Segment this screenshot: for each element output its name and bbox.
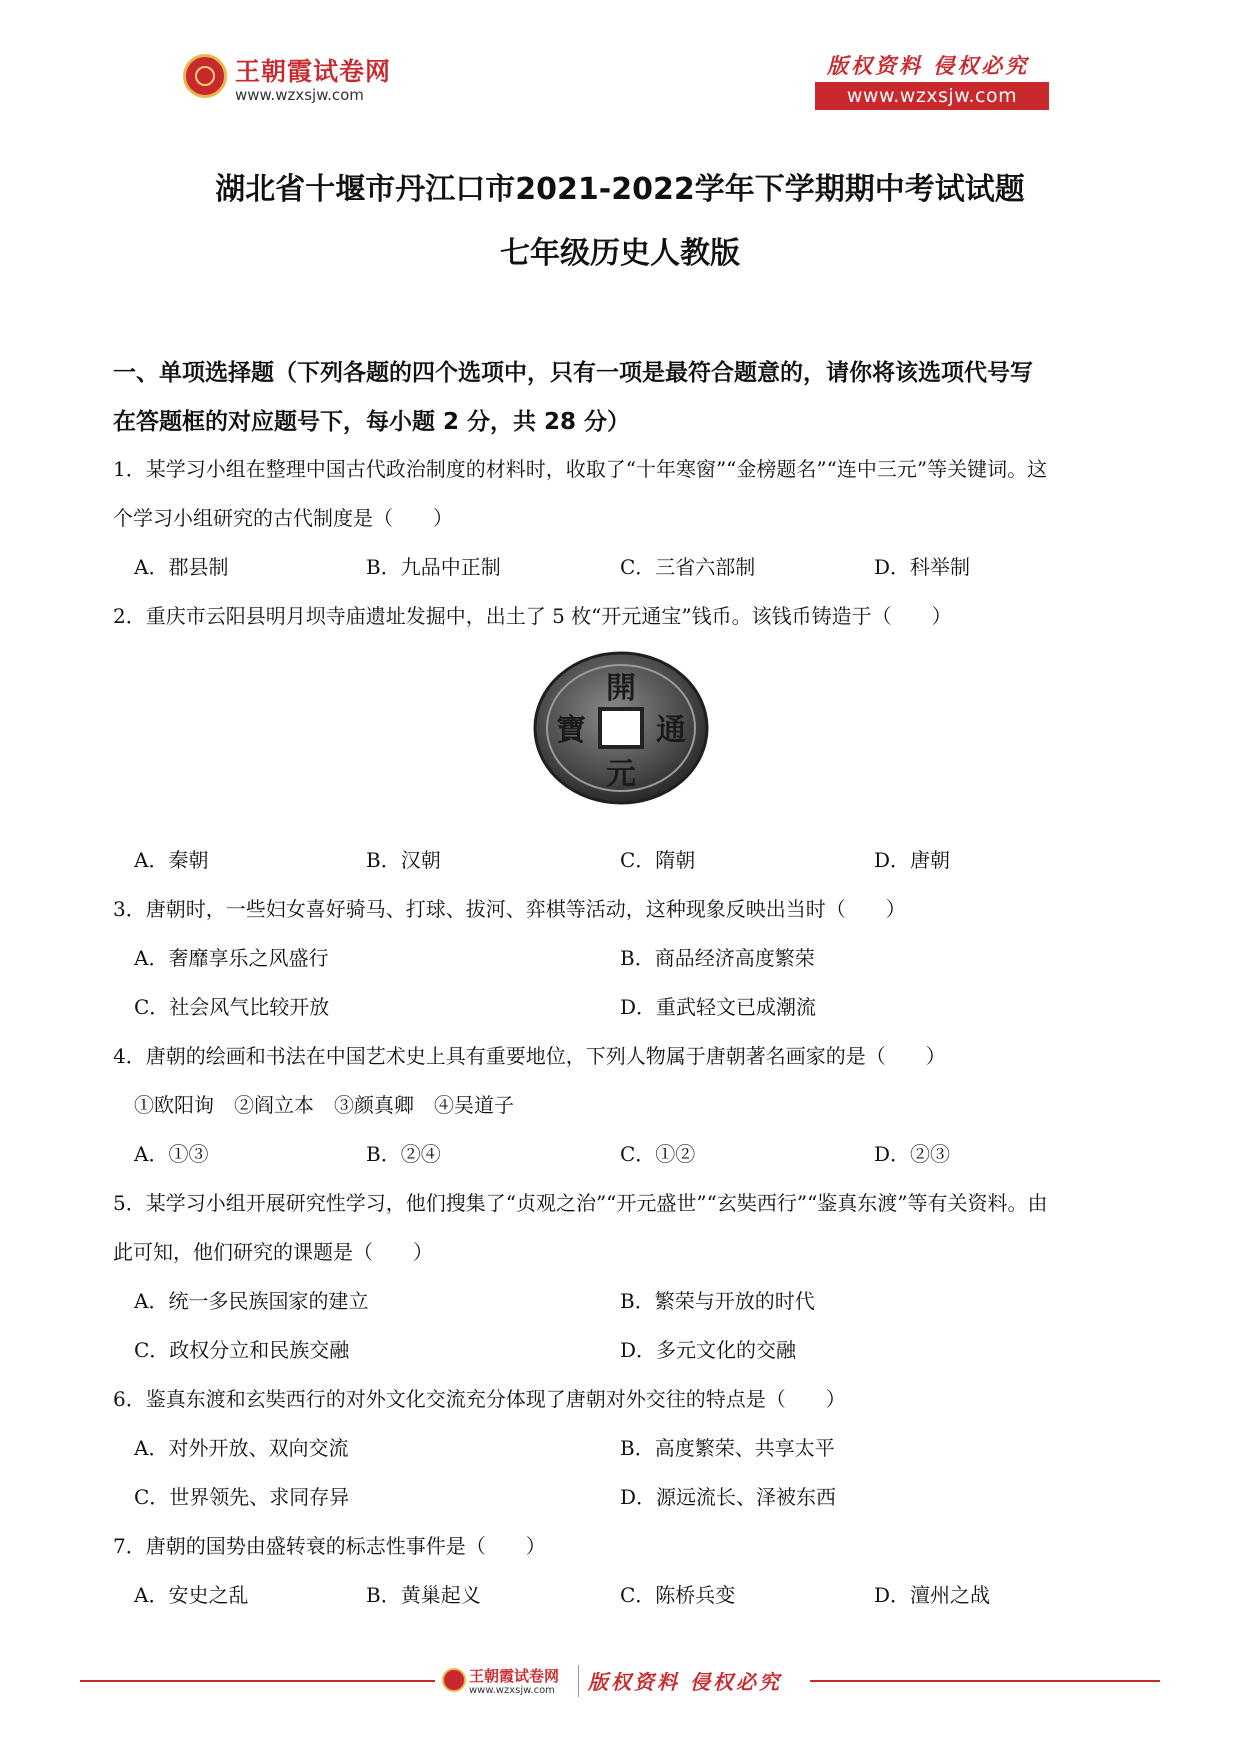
q5-option-b: B．繁荣与开放的时代 — [620, 1289, 815, 1313]
q1-option-d: D．科举制 — [874, 555, 971, 579]
logo-url: www.wzxsjw.com — [235, 86, 364, 104]
section-heading-line1: 一、单项选择题（下列各题的四个选项中，只有一项是最符合题意的，请你将该选项代号写 — [113, 360, 1033, 386]
copyright-url[interactable]: www.wzxsjw.com — [815, 82, 1049, 110]
q4-items: ①欧阳询 ②阎立本 ③颜真卿 ④吴道子 — [134, 1093, 514, 1117]
q3-option-b: B．商品经济高度繁荣 — [620, 946, 815, 970]
footer-logo-seal-icon — [442, 1668, 466, 1692]
footer-separator — [578, 1665, 579, 1697]
q5-option-d: D．多元文化的交融 — [620, 1338, 797, 1362]
q6-option-d: D．源远流长、泽被东西 — [620, 1485, 837, 1509]
q2-option-b: B．汉朝 — [366, 848, 441, 872]
q7-option-c: C．陈桥兵变 — [620, 1583, 736, 1607]
q1-option-b: B．九品中正制 — [366, 555, 501, 579]
q4-option-c: C．①② — [620, 1142, 696, 1166]
question-2-line1: 2．重庆市云阳县明月坝寺庙遗址发掘中，出土了 5 枚“开元通宝”钱币。该钱币铸造于（ ） — [113, 604, 952, 628]
logo-seal-icon — [183, 54, 227, 98]
exam-title: 湖北省十堰市丹江口市2021-2022学年下学期期中考试试题 — [215, 172, 1025, 207]
question-6-line1: 6．鉴真东渡和玄奘西行的对外文化交流充分体现了唐朝对外交往的特点是（ ） — [113, 1387, 846, 1411]
q7-option-a: A．安史之乱 — [134, 1583, 249, 1607]
header-logo[interactable] — [183, 52, 543, 112]
question-5-line2: 此可知，他们研究的课题是（ ） — [113, 1240, 433, 1264]
q3-option-d: D．重武轻文已成潮流 — [620, 995, 817, 1019]
question-5-line1: 5．某学习小组开展研究性学习，他们搜集了“贞观之治”“开元盛世”“玄奘西行”“鉴真东渡”等有关资料。由 — [113, 1191, 1048, 1215]
q1-option-c: C．三省六部制 — [620, 555, 756, 579]
q4-option-b: B．②④ — [366, 1142, 441, 1166]
header-copyright — [815, 50, 1055, 110]
exam-subtitle: 七年级历史人教版 — [500, 236, 740, 271]
logo-name: 王朝霞试卷网 — [235, 57, 392, 86]
question-1-line1: 1．某学习小组在整理中国古代政治制度的材料时，收取了“十年寒窗”“金榜题名”“连中三元”等关键词。这 — [113, 457, 1048, 481]
footer-divider-right — [810, 1680, 1160, 1682]
coin-char-top: 開 — [606, 671, 636, 706]
q7-option-d: D．澶州之战 — [874, 1583, 991, 1607]
q6-option-a: A．对外开放、双向交流 — [134, 1436, 349, 1460]
q2-option-c: C．隋朝 — [620, 848, 696, 872]
question-7-line1: 7．唐朝的国势由盛转衰的标志性事件是（ ） — [113, 1534, 546, 1558]
q6-option-c: C．世界领先、求同存异 — [134, 1485, 350, 1509]
footer-divider-left — [80, 1680, 435, 1682]
kaiyuan-tongbao-coin-image — [531, 650, 711, 805]
q2-option-a: A．秦朝 — [134, 848, 209, 872]
coin-char-bottom: 元 — [606, 757, 636, 792]
coin-char-left: 寶 — [556, 713, 586, 748]
q5-option-c: C．政权分立和民族交融 — [134, 1338, 350, 1362]
q2-option-d: D．唐朝 — [874, 848, 951, 872]
question-1-line2: 个学习小组研究的古代制度是（ ） — [113, 506, 453, 530]
question-3-line1: 3．唐朝时，一些妇女喜好骑马、打球、拔河、弈棋等活动，这种现象反映出当时（ ） — [113, 897, 906, 921]
q4-option-d: D．②③ — [874, 1142, 951, 1166]
section-heading-line2: 在答题框的对应题号下，每小题 2 分，共 28 分） — [113, 409, 631, 435]
q6-option-b: B．高度繁荣、共享太平 — [620, 1436, 835, 1460]
q5-option-a: A．统一多民族国家的建立 — [134, 1289, 369, 1313]
footer-slogan: 版权资料 侵权必究 — [588, 1670, 782, 1694]
q4-option-a: A．①③ — [134, 1142, 209, 1166]
coin-char-right: 通 — [656, 713, 686, 748]
q3-option-c: C．社会风气比较开放 — [134, 995, 330, 1019]
question-4-line1: 4．唐朝的绘画和书法在中国艺术史上具有重要地位，下列人物属于唐朝著名画家的是（ ） — [113, 1044, 946, 1068]
q7-option-b: B．黄巢起义 — [366, 1583, 481, 1607]
copyright-slogan: 版权资料 侵权必究 — [827, 53, 1030, 78]
q1-option-a: A．郡县制 — [134, 555, 229, 579]
q3-option-a: A．奢靡享乐之风盛行 — [134, 946, 329, 970]
footer-logo-url[interactable]: www.wzxsjw.com — [469, 1685, 555, 1696]
footer-logo-name[interactable]: 王朝霞试卷网 — [469, 1667, 560, 1685]
